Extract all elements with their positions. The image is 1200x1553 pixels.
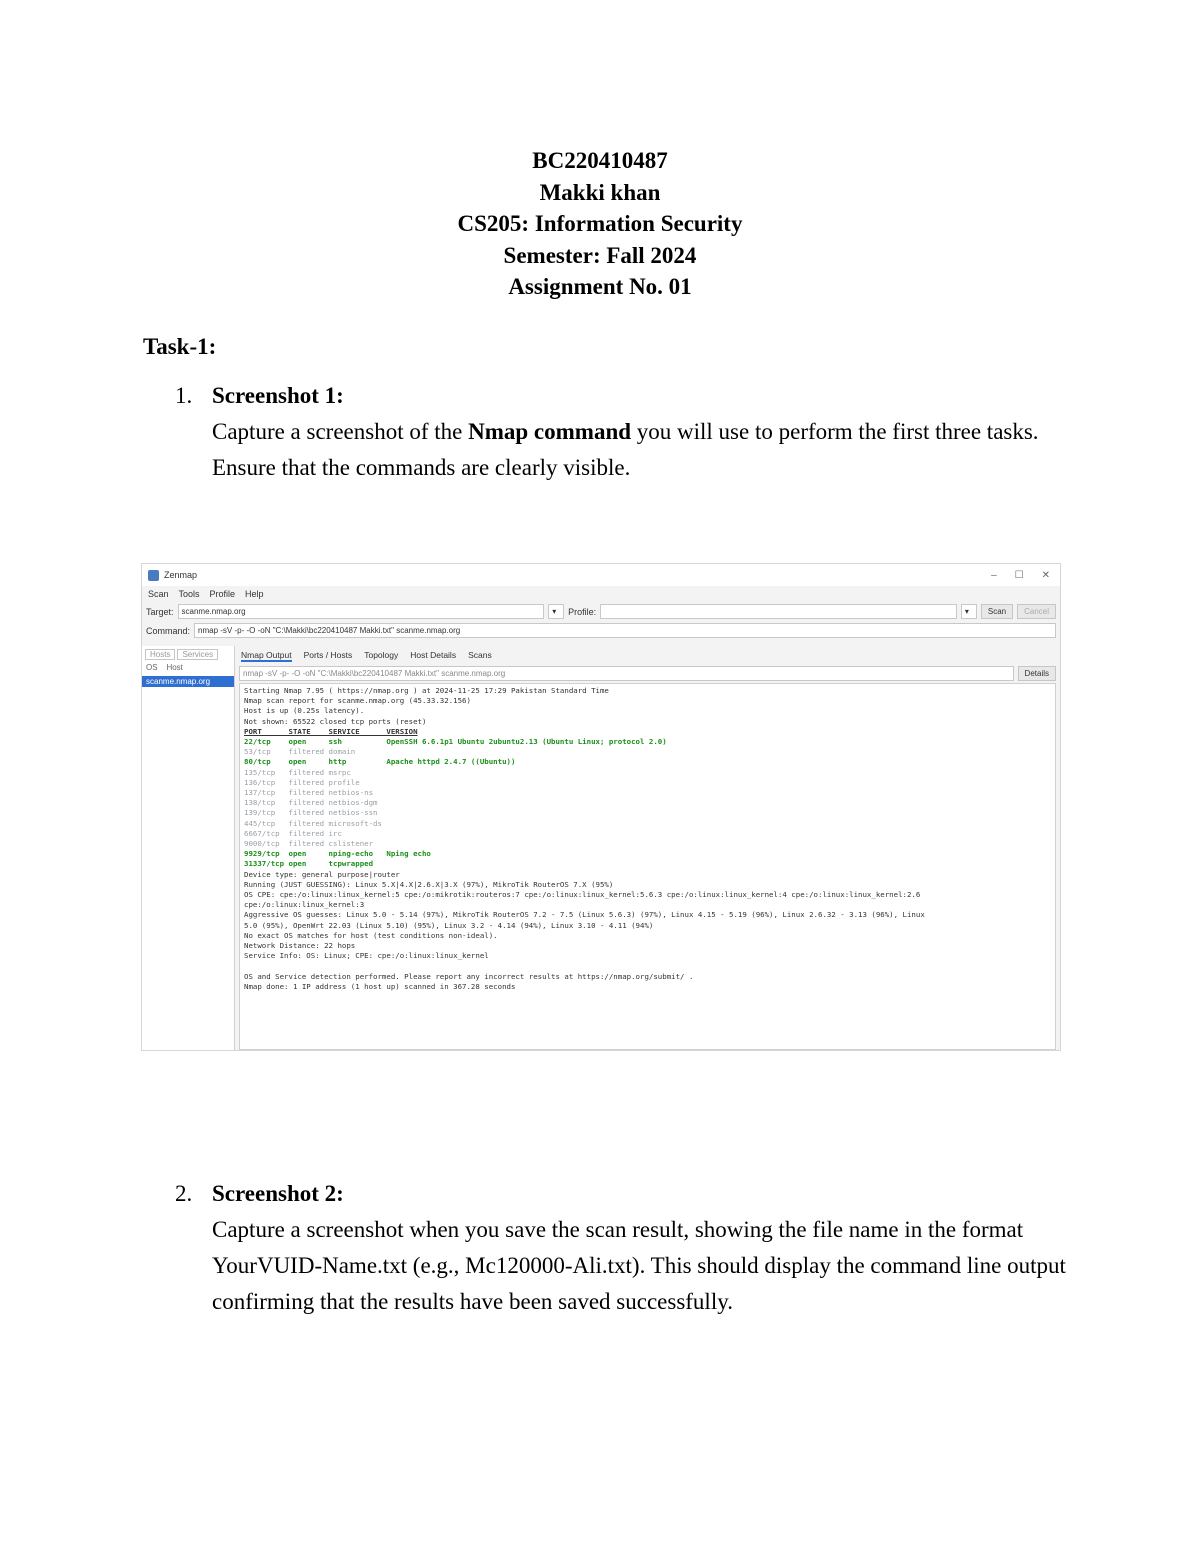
command-label: Command: — [146, 625, 191, 636]
menu-tools[interactable]: Tools — [178, 589, 200, 599]
output-line: 6667/tcp filtered irc — [244, 828, 342, 838]
bold-term: Nmap command — [468, 419, 632, 444]
output-line: 9929/tcp open nping-echo Nping echo — [244, 849, 431, 859]
services-tab[interactable]: Services — [177, 649, 218, 660]
output-line: 136/tcp filtered profile — [244, 777, 360, 787]
output-line: Nmap done: 1 IP address (1 host up) scanned in 367.28 seconds — [244, 981, 516, 991]
output-line: Service Info: OS: Linux; CPE: cpe:/o:linux:linux_kernel — [244, 951, 489, 961]
target-label: Target: — [146, 606, 174, 617]
maximize-icon[interactable]: ☐ — [1014, 569, 1024, 581]
cancel-button[interactable]: Cancel — [1017, 604, 1056, 619]
output-line: PORT STATE SERVICE VERSION — [244, 726, 418, 736]
details-button[interactable]: Details — [1018, 666, 1056, 681]
output-line: No exact OS matches for host (test conditions non-ideal). — [244, 930, 498, 940]
zenmap-app-icon — [148, 570, 159, 581]
output-line: Starting Nmap 7.95 ( https://nmap.org ) at 2024-11-25 17:29 Pakistan Standard Time — [244, 686, 609, 695]
zenmap-screenshot — [141, 563, 1061, 1051]
target-row — [142, 602, 1060, 621]
output-select[interactable]: nmap -sV -p- -O -oN "C:\Makki\bc220410487 Makki.txt" scanme.nmap.org — [239, 666, 1014, 681]
list-number: 1. — [175, 383, 193, 408]
profile-dropdown-icon[interactable]: ▾ — [961, 604, 977, 619]
output-line: 5.0 (95%), OpenWrt 22.03 (Linux 5.10) (95%), Linux 3.2 - 4.14 (94%), Linux 3.10 - 4.11 (94%) — [244, 920, 654, 930]
menu-profile[interactable]: Profile — [209, 589, 236, 599]
semester: Semester: Fall 2024 — [503, 242, 697, 268]
output-line: 138/tcp filtered netbios-dgm — [244, 798, 378, 808]
results-pane — [235, 646, 1060, 1050]
output-line — [244, 961, 1051, 971]
close-icon[interactable]: ✕ — [1041, 569, 1050, 581]
hosts-tab[interactable]: Hosts — [145, 649, 175, 660]
command-input[interactable]: nmap -sV -p- -O -oN "C:\Makki\bc220410487 Makki.txt" scanme.nmap.org — [194, 623, 1056, 638]
assignment-number: Assignment No. 01 — [508, 274, 692, 299]
menu-bar — [142, 586, 1060, 602]
output-line: 22/tcp open ssh OpenSSH 6.6.1p1 Ubuntu 2ubuntu2.13 (Ubuntu Linux; protocol 2.0) — [244, 737, 667, 747]
output-line: Host is up (0.25s latency). — [244, 706, 365, 716]
profile-select[interactable] — [600, 604, 957, 619]
task-heading: Task-1: — [143, 334, 217, 359]
target-input[interactable]: scanme.nmap.org — [178, 604, 545, 619]
output-line: Running (JUST GUESSING): Linux 5.X|4.X|2.6.X|3.X (97%), MikroTik RouterOS 7.X (95%) — [244, 879, 614, 889]
output-line: OS CPE: cpe:/o:linux:linux_kernel:5 cpe:/o:mikrotik:routeros:7 cpe:/o:linux:linux_kernel:5.6.3 cpe:/o:linux:linux_kernel:4 cpe:/o:linux:linux_kernel:2.6 — [244, 890, 921, 900]
tab-topology[interactable]: Topology — [364, 650, 399, 660]
student-name: Makki khan — [539, 179, 661, 205]
output-line: Aggressive OS guesses: Linux 5.0 - 5.14 (97%), MikroTik RouterOS 7.2 - 7.5 (Linux 5.6.3) (97%), Linux 4.15 - 5.19 (96%), Linux 2.6.32 - 3.13 (96%), Linux — [244, 910, 925, 920]
host-list-item[interactable]: scanme.nmap.org — [142, 676, 234, 687]
item-title: Screenshot 1: — [212, 383, 344, 408]
hosts-pane — [142, 646, 235, 1050]
tab-scans[interactable]: Scans — [468, 650, 492, 660]
output-line: 80/tcp open http Apache httpd 2.4.7 ((Ubuntu)) — [244, 757, 516, 767]
main-area — [142, 646, 1060, 1050]
results-tabs — [235, 646, 1060, 664]
output-line: 445/tcp filtered microsoft-ds — [244, 818, 382, 828]
output-line: Not shown: 65522 closed tcp ports (reset) — [244, 716, 427, 726]
title-bar — [142, 564, 1060, 586]
output-line: cpe:/o:linux:linux_kernel:3 — [244, 900, 365, 910]
nmap-output-text — [239, 683, 1056, 1050]
menu-scan[interactable]: Scan — [148, 589, 169, 599]
list-item — [175, 1176, 1075, 1320]
course-title: CS205: Information Security — [457, 211, 743, 236]
tab-host-details[interactable]: Host Details — [410, 650, 457, 660]
tab-nmap-output[interactable]: Nmap Output — [241, 650, 292, 660]
item-title: Screenshot 2: — [212, 1181, 344, 1206]
output-line: 53/tcp filtered domain — [244, 747, 356, 757]
list-number: 2. — [175, 1181, 193, 1206]
document-header — [0, 145, 1200, 303]
tab-ports-hosts[interactable]: Ports / Hosts — [303, 650, 353, 660]
profile-label: Profile: — [568, 606, 597, 617]
output-line: 9000/tcp filtered cslistener — [244, 839, 374, 849]
output-line: Device type: general purpose|router — [244, 869, 400, 879]
output-line: 135/tcp filtered msrpc — [244, 767, 351, 777]
item-text: Capture a screenshot of the Nmap command you will use to perform the first three tasks. Ensure that the commands are clearly visible. — [212, 419, 1039, 480]
app-title: Zenmap — [164, 570, 198, 580]
host-list-header: OS Host — [146, 663, 183, 672]
output-line: Network Distance: 22 hops — [244, 941, 356, 951]
output-line: 139/tcp filtered netbios-ssn — [244, 808, 378, 818]
scan-button[interactable]: Scan — [981, 604, 1013, 619]
item-text: Capture a screenshot when you save the scan result, showing the file name in the format YourVUID-Name.txt (e.g., Mc120000-Ali.txt). This should display the command line output confirming that the results have been saved successfully. — [212, 1217, 1066, 1314]
student-id: BC220410487 — [532, 148, 668, 173]
output-line: 31337/tcp open tcpwrapped — [244, 859, 374, 869]
output-line: 137/tcp filtered netbios-ns — [244, 788, 374, 798]
output-select-row — [235, 664, 1060, 683]
command-row — [142, 621, 1060, 640]
list-item — [175, 378, 1075, 486]
minimize-icon[interactable]: – — [991, 569, 997, 581]
output-line: OS and Service detection performed. Please report any incorrect results at https://nmap.org/submit/ . — [244, 971, 694, 981]
target-dropdown-icon[interactable]: ▾ — [548, 604, 564, 619]
menu-help[interactable]: Help — [245, 589, 264, 599]
output-line: Nmap scan report for scanme.nmap.org (45.33.32.156) — [244, 696, 471, 706]
